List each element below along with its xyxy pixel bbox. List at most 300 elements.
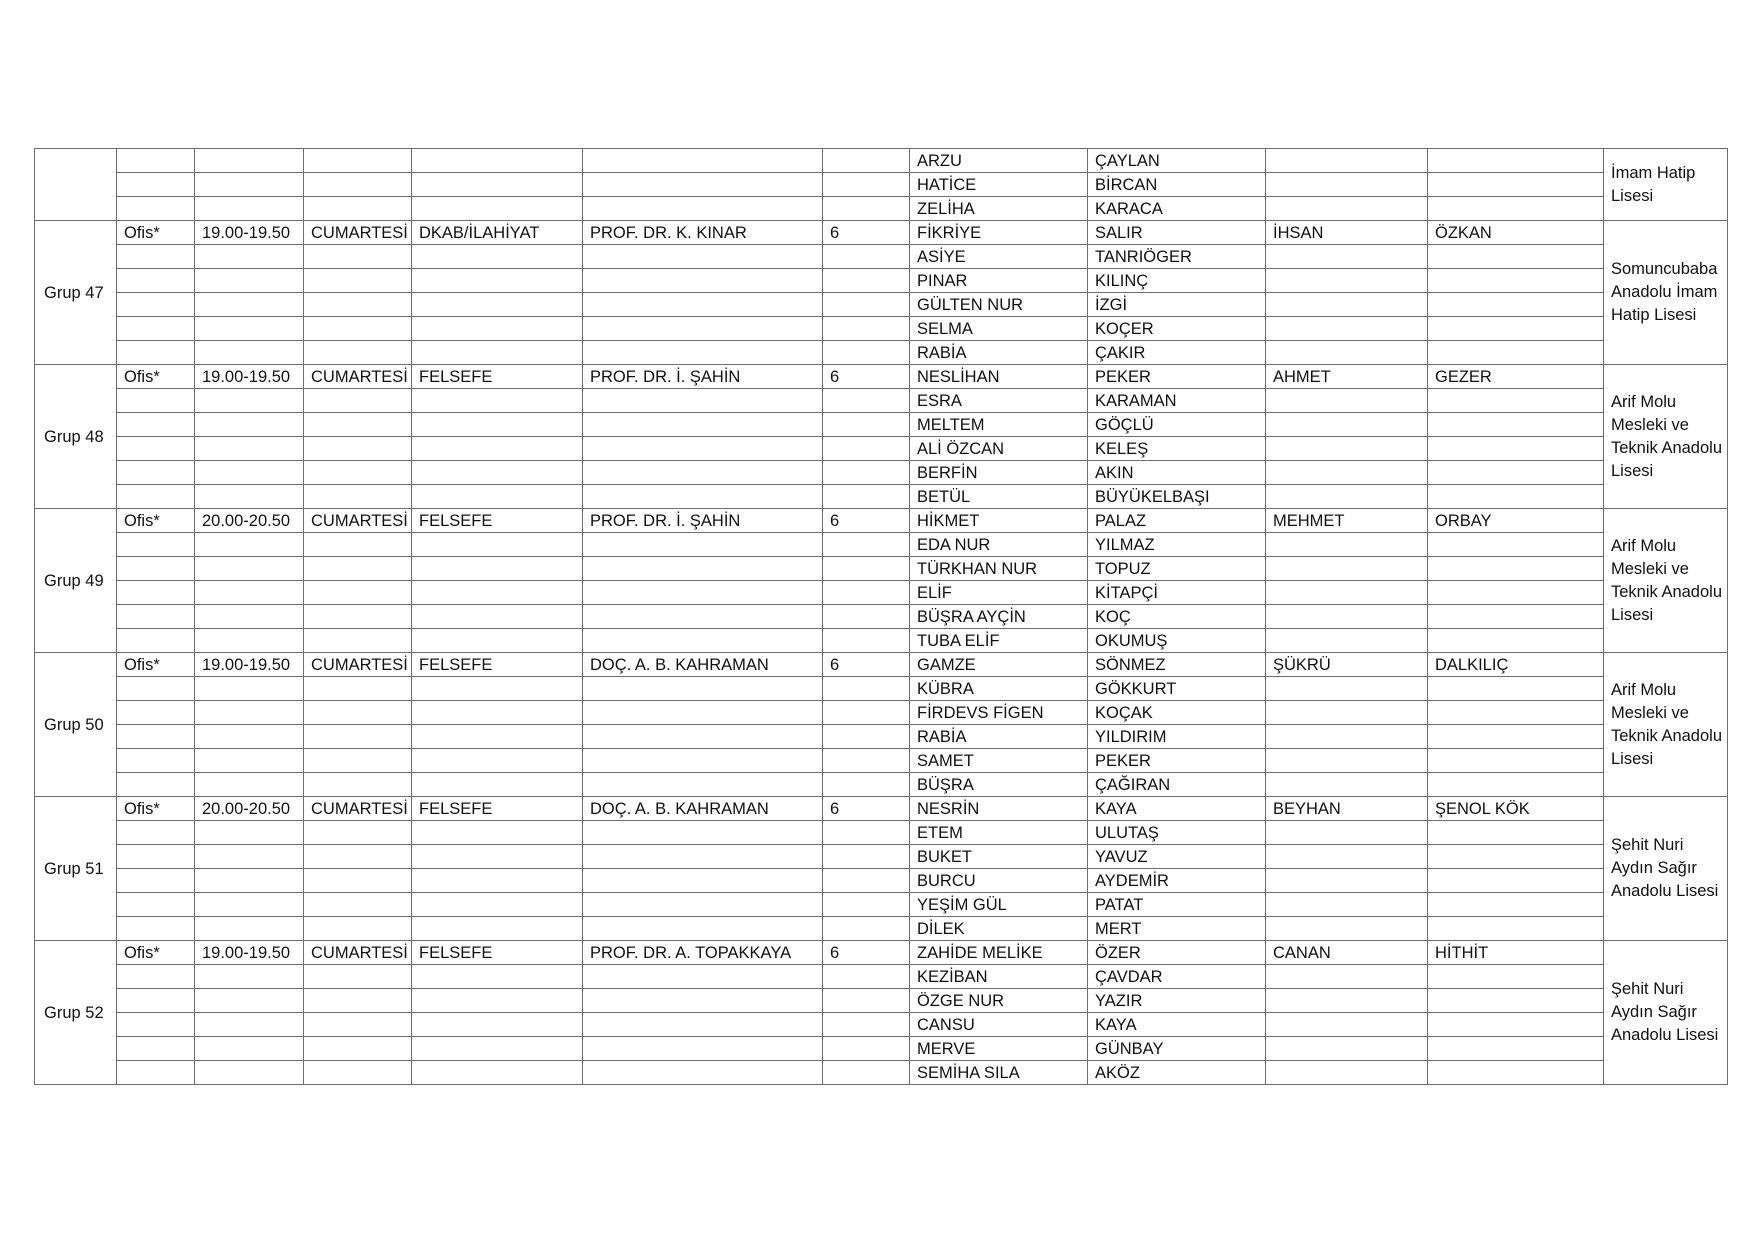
count-cell xyxy=(823,773,910,797)
day-cell xyxy=(304,989,412,1013)
subject-cell xyxy=(412,1037,583,1061)
location-cell xyxy=(117,413,195,437)
group-name: Grup 50 xyxy=(35,653,117,797)
teacher-last-name-cell: HİTHİT xyxy=(1428,941,1604,965)
table-row xyxy=(35,749,1728,773)
subject-cell: FELSEFE xyxy=(412,941,583,965)
lecturer-cell xyxy=(583,989,823,1013)
day-cell xyxy=(304,629,412,653)
subject-cell xyxy=(412,389,583,413)
day-cell xyxy=(304,725,412,749)
teacher-last-name-cell xyxy=(1428,605,1604,629)
lecturer-cell xyxy=(583,341,823,365)
student-first-name: SAMET xyxy=(910,749,1088,773)
lecturer-cell xyxy=(583,701,823,725)
location-cell xyxy=(117,845,195,869)
teacher-first-name-cell xyxy=(1266,725,1428,749)
count-cell: 6 xyxy=(823,221,910,245)
location-cell xyxy=(117,821,195,845)
teacher-first-name-cell xyxy=(1266,629,1428,653)
student-first-name: BÜŞRA AYÇİN xyxy=(910,605,1088,629)
count-cell xyxy=(823,701,910,725)
location-cell xyxy=(117,485,195,509)
subject-cell: FELSEFE xyxy=(412,509,583,533)
day-cell xyxy=(304,605,412,629)
teacher-last-name-cell xyxy=(1428,725,1604,749)
student-first-name: PINAR xyxy=(910,269,1088,293)
time-cell xyxy=(195,269,304,293)
day-cell xyxy=(304,677,412,701)
lecturer-cell xyxy=(583,557,823,581)
location-cell xyxy=(117,1037,195,1061)
student-last-name: YAVUZ xyxy=(1088,845,1266,869)
teacher-first-name-cell xyxy=(1266,821,1428,845)
time-cell: 19.00-19.50 xyxy=(195,653,304,677)
time-cell xyxy=(195,629,304,653)
student-last-name: AKIN xyxy=(1088,461,1266,485)
student-last-name: GÜNBAY xyxy=(1088,1037,1266,1061)
lecturer-cell xyxy=(583,173,823,197)
time-cell xyxy=(195,1061,304,1085)
count-cell xyxy=(823,269,910,293)
student-last-name: KİTAPÇİ xyxy=(1088,581,1266,605)
table-row xyxy=(35,989,1728,1013)
time-cell xyxy=(195,533,304,557)
day-cell xyxy=(304,413,412,437)
teacher-last-name-cell xyxy=(1428,173,1604,197)
table-row xyxy=(35,893,1728,917)
location-cell xyxy=(117,725,195,749)
count-cell xyxy=(823,317,910,341)
lecturer-cell xyxy=(583,413,823,437)
school-cell: Şehit Nuri Aydın Sağır Anadolu Lisesi xyxy=(1604,797,1728,941)
student-first-name: ASİYE xyxy=(910,245,1088,269)
location-cell xyxy=(117,293,195,317)
lecturer-cell xyxy=(583,245,823,269)
student-last-name: KILINÇ xyxy=(1088,269,1266,293)
time-cell xyxy=(195,581,304,605)
day-cell xyxy=(304,269,412,293)
subject-cell: FELSEFE xyxy=(412,797,583,821)
subject-cell xyxy=(412,341,583,365)
day-cell xyxy=(304,341,412,365)
lecturer-cell xyxy=(583,629,823,653)
lecturer-cell xyxy=(583,1061,823,1085)
student-first-name: KÜBRA xyxy=(910,677,1088,701)
table-row xyxy=(35,605,1728,629)
student-first-name: DİLEK xyxy=(910,917,1088,941)
day-cell xyxy=(304,149,412,173)
subject-cell xyxy=(412,557,583,581)
table-row xyxy=(35,413,1728,437)
table-row xyxy=(35,677,1728,701)
student-first-name: SELMA xyxy=(910,317,1088,341)
count-cell xyxy=(823,1013,910,1037)
day-cell xyxy=(304,245,412,269)
teacher-first-name-cell xyxy=(1266,269,1428,293)
teacher-first-name-cell xyxy=(1266,1037,1428,1061)
day-cell xyxy=(304,701,412,725)
table-row xyxy=(35,533,1728,557)
teacher-first-name-cell xyxy=(1266,149,1428,173)
teacher-first-name-cell: MEHMET xyxy=(1266,509,1428,533)
student-first-name: GAMZE xyxy=(910,653,1088,677)
table-row xyxy=(35,461,1728,485)
teacher-last-name-cell: ŞENOL KÖK xyxy=(1428,797,1604,821)
day-cell xyxy=(304,917,412,941)
time-cell xyxy=(195,725,304,749)
lecturer-cell: PROF. DR. İ. ŞAHİN xyxy=(583,509,823,533)
student-first-name: BERFİN xyxy=(910,461,1088,485)
group-name: Grup 49 xyxy=(35,509,117,653)
count-cell xyxy=(823,557,910,581)
time-cell xyxy=(195,701,304,725)
count-cell xyxy=(823,197,910,221)
time-cell xyxy=(195,197,304,221)
teacher-last-name-cell xyxy=(1428,917,1604,941)
count-cell xyxy=(823,965,910,989)
student-last-name: ÇAĞIRAN xyxy=(1088,773,1266,797)
count-cell xyxy=(823,437,910,461)
day-cell xyxy=(304,557,412,581)
count-cell xyxy=(823,1061,910,1085)
subject-cell xyxy=(412,293,583,317)
teacher-first-name-cell xyxy=(1266,965,1428,989)
count-cell xyxy=(823,893,910,917)
location-cell: Ofis* xyxy=(117,941,195,965)
student-last-name: BİRCAN xyxy=(1088,173,1266,197)
lecturer-cell xyxy=(583,197,823,221)
teacher-first-name-cell xyxy=(1266,989,1428,1013)
student-first-name: GÜLTEN NUR xyxy=(910,293,1088,317)
lecturer-cell xyxy=(583,677,823,701)
subject-cell xyxy=(412,725,583,749)
school-cell: Şehit Nuri Aydın Sağır Anadolu Lisesi xyxy=(1604,941,1728,1085)
time-cell xyxy=(195,893,304,917)
location-cell xyxy=(117,869,195,893)
teacher-first-name-cell xyxy=(1266,917,1428,941)
time-cell xyxy=(195,605,304,629)
lecturer-cell xyxy=(583,749,823,773)
student-last-name: YILDIRIM xyxy=(1088,725,1266,749)
count-cell xyxy=(823,293,910,317)
location-cell xyxy=(117,197,195,221)
student-last-name: MERT xyxy=(1088,917,1266,941)
teacher-last-name-cell xyxy=(1428,461,1604,485)
table-row xyxy=(35,629,1728,653)
count-cell xyxy=(823,461,910,485)
student-first-name: FİKRİYE xyxy=(910,221,1088,245)
teacher-last-name-cell xyxy=(1428,413,1604,437)
teacher-last-name-cell xyxy=(1428,269,1604,293)
subject-cell xyxy=(412,317,583,341)
teacher-first-name-cell xyxy=(1266,701,1428,725)
time-cell xyxy=(195,461,304,485)
student-last-name: ÖZER xyxy=(1088,941,1266,965)
teacher-last-name-cell xyxy=(1428,845,1604,869)
day-cell: CUMARTESİ xyxy=(304,941,412,965)
location-cell xyxy=(117,1061,195,1085)
time-cell xyxy=(195,485,304,509)
location-cell xyxy=(117,437,195,461)
table-row xyxy=(35,317,1728,341)
teacher-last-name-cell xyxy=(1428,773,1604,797)
subject-cell xyxy=(412,173,583,197)
student-last-name: KARACA xyxy=(1088,197,1266,221)
school-cell: Arif Molu Mesleki ve Teknik Anadolu Lisesi xyxy=(1604,653,1728,797)
subject-cell xyxy=(412,437,583,461)
teacher-last-name-cell: ORBAY xyxy=(1428,509,1604,533)
day-cell xyxy=(304,173,412,197)
student-last-name: ÇAYLAN xyxy=(1088,149,1266,173)
lecturer-cell xyxy=(583,533,823,557)
count-cell xyxy=(823,629,910,653)
time-cell xyxy=(195,317,304,341)
location-cell xyxy=(117,269,195,293)
teacher-last-name-cell xyxy=(1428,485,1604,509)
location-cell xyxy=(117,629,195,653)
teacher-first-name-cell xyxy=(1266,677,1428,701)
day-cell xyxy=(304,845,412,869)
student-last-name: PEKER xyxy=(1088,749,1266,773)
location-cell xyxy=(117,677,195,701)
teacher-first-name-cell xyxy=(1266,749,1428,773)
teacher-first-name-cell xyxy=(1266,413,1428,437)
day-cell: CUMARTESİ xyxy=(304,509,412,533)
location-cell xyxy=(117,461,195,485)
day-cell xyxy=(304,965,412,989)
count-cell xyxy=(823,749,910,773)
lecturer-cell xyxy=(583,605,823,629)
teacher-last-name-cell xyxy=(1428,965,1604,989)
subject-cell xyxy=(412,533,583,557)
location-cell xyxy=(117,557,195,581)
teacher-first-name-cell xyxy=(1266,245,1428,269)
lecturer-cell xyxy=(583,293,823,317)
student-first-name: HATİCE xyxy=(910,173,1088,197)
time-cell xyxy=(195,749,304,773)
day-cell xyxy=(304,1061,412,1085)
teacher-last-name-cell xyxy=(1428,893,1604,917)
lecturer-cell xyxy=(583,1037,823,1061)
time-cell xyxy=(195,869,304,893)
table-row xyxy=(35,1013,1728,1037)
day-cell xyxy=(304,293,412,317)
count-cell xyxy=(823,173,910,197)
lecturer-cell xyxy=(583,389,823,413)
time-cell: 19.00-19.50 xyxy=(195,941,304,965)
teacher-last-name-cell xyxy=(1428,149,1604,173)
location-cell: Ofis* xyxy=(117,509,195,533)
day-cell xyxy=(304,749,412,773)
time-cell xyxy=(195,557,304,581)
student-first-name: ÖZGE NUR xyxy=(910,989,1088,1013)
time-cell xyxy=(195,173,304,197)
subject-cell xyxy=(412,989,583,1013)
student-first-name: BETÜL xyxy=(910,485,1088,509)
table-row xyxy=(35,1061,1728,1085)
time-cell xyxy=(195,437,304,461)
teacher-first-name-cell xyxy=(1266,1013,1428,1037)
student-first-name: ALİ ÖZCAN xyxy=(910,437,1088,461)
teacher-last-name-cell xyxy=(1428,245,1604,269)
teacher-last-name-cell xyxy=(1428,317,1604,341)
day-cell: CUMARTESİ xyxy=(304,221,412,245)
table-row xyxy=(35,869,1728,893)
day-cell xyxy=(304,1037,412,1061)
table-row xyxy=(35,797,1728,821)
time-cell xyxy=(195,821,304,845)
time-cell xyxy=(195,1037,304,1061)
table-row xyxy=(35,965,1728,989)
student-last-name: KOÇAK xyxy=(1088,701,1266,725)
subject-cell: FELSEFE xyxy=(412,365,583,389)
student-last-name: TOPUZ xyxy=(1088,557,1266,581)
teacher-first-name-cell xyxy=(1266,437,1428,461)
location-cell xyxy=(117,1013,195,1037)
count-cell: 6 xyxy=(823,653,910,677)
subject-cell xyxy=(412,1061,583,1085)
day-cell xyxy=(304,773,412,797)
student-last-name: ÇAKIR xyxy=(1088,341,1266,365)
teacher-last-name-cell xyxy=(1428,869,1604,893)
table-row xyxy=(35,485,1728,509)
subject-cell xyxy=(412,485,583,509)
count-cell xyxy=(823,341,910,365)
day-cell: CUMARTESİ xyxy=(304,365,412,389)
subject-cell xyxy=(412,749,583,773)
location-cell xyxy=(117,317,195,341)
group-name: Grup 47 xyxy=(35,221,117,365)
teacher-first-name-cell xyxy=(1266,485,1428,509)
day-cell xyxy=(304,317,412,341)
table-row xyxy=(35,941,1728,965)
lecturer-cell: DOÇ. A. B. KAHRAMAN xyxy=(583,797,823,821)
subject-cell xyxy=(412,461,583,485)
subject-cell xyxy=(412,413,583,437)
subject-cell: FELSEFE xyxy=(412,653,583,677)
student-last-name: ULUTAŞ xyxy=(1088,821,1266,845)
table-row xyxy=(35,149,1728,173)
time-cell xyxy=(195,989,304,1013)
student-last-name: ÇAVDAR xyxy=(1088,965,1266,989)
student-last-name: İZGİ xyxy=(1088,293,1266,317)
location-cell: Ofis* xyxy=(117,365,195,389)
group-cell xyxy=(35,149,117,221)
teacher-last-name-cell xyxy=(1428,677,1604,701)
count-cell xyxy=(823,917,910,941)
teacher-first-name-cell: ŞÜKRÜ xyxy=(1266,653,1428,677)
count-cell xyxy=(823,1037,910,1061)
teacher-last-name-cell xyxy=(1428,629,1604,653)
subject-cell xyxy=(412,701,583,725)
teacher-last-name-cell xyxy=(1428,1061,1604,1085)
location-cell xyxy=(117,245,195,269)
student-first-name: BURCU xyxy=(910,869,1088,893)
count-cell xyxy=(823,413,910,437)
student-last-name: PALAZ xyxy=(1088,509,1266,533)
location-cell xyxy=(117,701,195,725)
school-cell: Arif Molu Mesleki ve Teknik Anadolu Lisesi xyxy=(1604,365,1728,509)
subject-cell xyxy=(412,965,583,989)
day-cell: CUMARTESİ xyxy=(304,797,412,821)
student-last-name: PATAT xyxy=(1088,893,1266,917)
count-cell xyxy=(823,533,910,557)
subject-cell xyxy=(412,821,583,845)
student-last-name: KELEŞ xyxy=(1088,437,1266,461)
student-last-name: KOÇER xyxy=(1088,317,1266,341)
teacher-first-name-cell xyxy=(1266,293,1428,317)
teacher-last-name-cell xyxy=(1428,197,1604,221)
location-cell xyxy=(117,533,195,557)
teacher-first-name-cell xyxy=(1266,341,1428,365)
student-last-name: KAYA xyxy=(1088,1013,1266,1037)
time-cell xyxy=(195,917,304,941)
table-row xyxy=(35,293,1728,317)
student-first-name: MELTEM xyxy=(910,413,1088,437)
teacher-last-name-cell xyxy=(1428,821,1604,845)
teacher-first-name-cell xyxy=(1266,869,1428,893)
teacher-last-name-cell xyxy=(1428,581,1604,605)
lecturer-cell xyxy=(583,821,823,845)
lecturer-cell: PROF. DR. İ. ŞAHİN xyxy=(583,365,823,389)
lecturer-cell xyxy=(583,149,823,173)
time-cell xyxy=(195,341,304,365)
lecturer-cell: PROF. DR. A. TOPAKKAYA xyxy=(583,941,823,965)
table-row xyxy=(35,437,1728,461)
time-cell: 19.00-19.50 xyxy=(195,365,304,389)
teacher-last-name-cell: ÖZKAN xyxy=(1428,221,1604,245)
student-first-name: ELİF xyxy=(910,581,1088,605)
lecturer-cell xyxy=(583,773,823,797)
table-row xyxy=(35,557,1728,581)
teacher-first-name-cell xyxy=(1266,893,1428,917)
count-cell xyxy=(823,845,910,869)
table-row xyxy=(35,365,1728,389)
teacher-first-name-cell xyxy=(1266,173,1428,197)
day-cell xyxy=(304,821,412,845)
location-cell xyxy=(117,965,195,989)
student-first-name: EDA NUR xyxy=(910,533,1088,557)
time-cell xyxy=(195,413,304,437)
table-row xyxy=(35,581,1728,605)
student-last-name: KAYA xyxy=(1088,797,1266,821)
lecturer-cell xyxy=(583,725,823,749)
time-cell xyxy=(195,773,304,797)
student-last-name: KOÇ xyxy=(1088,605,1266,629)
teacher-first-name-cell: CANAN xyxy=(1266,941,1428,965)
school-cell: İmam Hatip Lisesi xyxy=(1604,149,1728,221)
count-cell xyxy=(823,389,910,413)
teacher-first-name-cell xyxy=(1266,557,1428,581)
day-cell xyxy=(304,869,412,893)
group-name: Grup 51 xyxy=(35,797,117,941)
student-first-name: FİRDEVS FİGEN xyxy=(910,701,1088,725)
teacher-last-name-cell xyxy=(1428,1037,1604,1061)
location-cell: Ofis* xyxy=(117,797,195,821)
count-cell xyxy=(823,869,910,893)
location-cell xyxy=(117,773,195,797)
lecturer-cell xyxy=(583,1013,823,1037)
teacher-last-name-cell xyxy=(1428,557,1604,581)
table-row xyxy=(35,245,1728,269)
teacher-first-name-cell: İHSAN xyxy=(1266,221,1428,245)
student-first-name: MERVE xyxy=(910,1037,1088,1061)
subject-cell xyxy=(412,197,583,221)
teacher-last-name-cell xyxy=(1428,293,1604,317)
student-last-name: TANRIÖGER xyxy=(1088,245,1266,269)
school-cell: Arif Molu Mesleki ve Teknik Anadolu Lisesi xyxy=(1604,509,1728,653)
